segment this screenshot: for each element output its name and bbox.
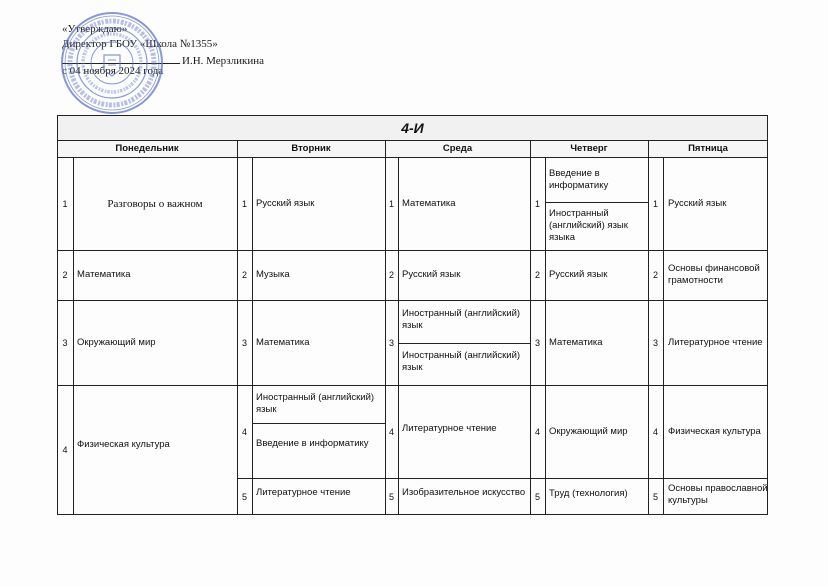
lesson-number: 3 [534,337,540,348]
lesson-number: 3 [241,337,247,348]
lesson-cell: Разговоры о важном [107,197,203,210]
lesson-number: 1 [652,198,658,209]
lesson-cell: Труд (технология) [549,488,628,499]
class-title: 4-И [401,119,424,136]
lesson-number: 5 [652,491,658,502]
lesson-cell: Литературное чтение [668,336,763,348]
day-header-thursday: Четверг [570,143,608,154]
lesson-cell: Музыка [256,269,290,280]
director-line: Директор ГБОУ «Школа №1355» [62,38,218,50]
lesson-cell: Основы православной культуры [668,483,768,506]
signature-name: И.Н. Мерзликина [182,55,265,67]
lesson-number: 1 [388,198,394,209]
day-header-monday: Понедельник [115,143,179,154]
lesson-number: 4 [241,426,247,437]
lesson-number: 3 [62,337,68,348]
lesson-cell: Математика [549,336,603,348]
lesson-number: 1 [534,198,540,209]
lesson-cell: Основы финансовой грамотности [668,263,760,286]
lesson-number: 4 [652,426,658,437]
effective-date: с 04 ноября 2024 года [62,65,164,77]
approval-heading: «Утверждаю» [62,23,128,35]
lesson-cell-group-b: Иностранный (английский) язык [402,350,521,373]
lesson-cell: Математика [402,197,456,209]
lesson-cell: Физическая культура [77,439,170,450]
lesson-cell: Литературное чтение [256,487,351,498]
day-header-friday: Пятница [688,143,728,154]
lesson-cell-group-a: Иностранный (английский) язык [256,392,375,415]
lesson-cell-group-b: Введение в информатику [256,438,369,449]
lesson-cell: Изобразительное искусство [402,487,526,498]
lesson-cell: Математика [77,269,131,280]
lesson-number: 3 [388,337,394,348]
lesson-cell: Русский язык [256,197,315,209]
lesson-cell: Литературное чтение [402,423,497,434]
lesson-number: 2 [652,270,658,280]
lesson-number: 1 [241,198,247,209]
lesson-number: 1 [62,198,68,209]
lesson-number: 4 [388,426,394,437]
lesson-number: 4 [534,426,540,437]
lesson-number: 3 [652,337,658,348]
lesson-number: 2 [388,270,394,280]
lesson-cell: Русский язык [549,269,608,280]
lesson-cell: Русский язык [668,197,727,209]
lesson-cell: Математика [256,336,310,348]
lesson-cell-group-a: Введение в информатику [549,167,609,191]
lesson-number: 2 [62,270,68,280]
lesson-cell: Физическая культура [668,425,761,437]
lesson-cell: Окружающий мир [77,336,156,348]
lesson-number: 5 [388,491,394,502]
day-header-wednesday: Среда [442,143,473,154]
lesson-number: 4 [62,445,68,455]
lesson-number: 2 [534,270,540,280]
lesson-cell: Окружающий мир [549,425,628,437]
lesson-cell-group-b: Иностранный (английский) язык языка [549,208,628,243]
lesson-number: 5 [534,491,540,502]
lesson-cell: Русский язык [402,269,461,280]
lesson-number: 2 [241,270,247,280]
lesson-number: 5 [241,491,247,502]
day-header-tuesday: Вторник [291,143,331,154]
lesson-cell-group-a: Иностранный (английский) язык [402,308,521,331]
